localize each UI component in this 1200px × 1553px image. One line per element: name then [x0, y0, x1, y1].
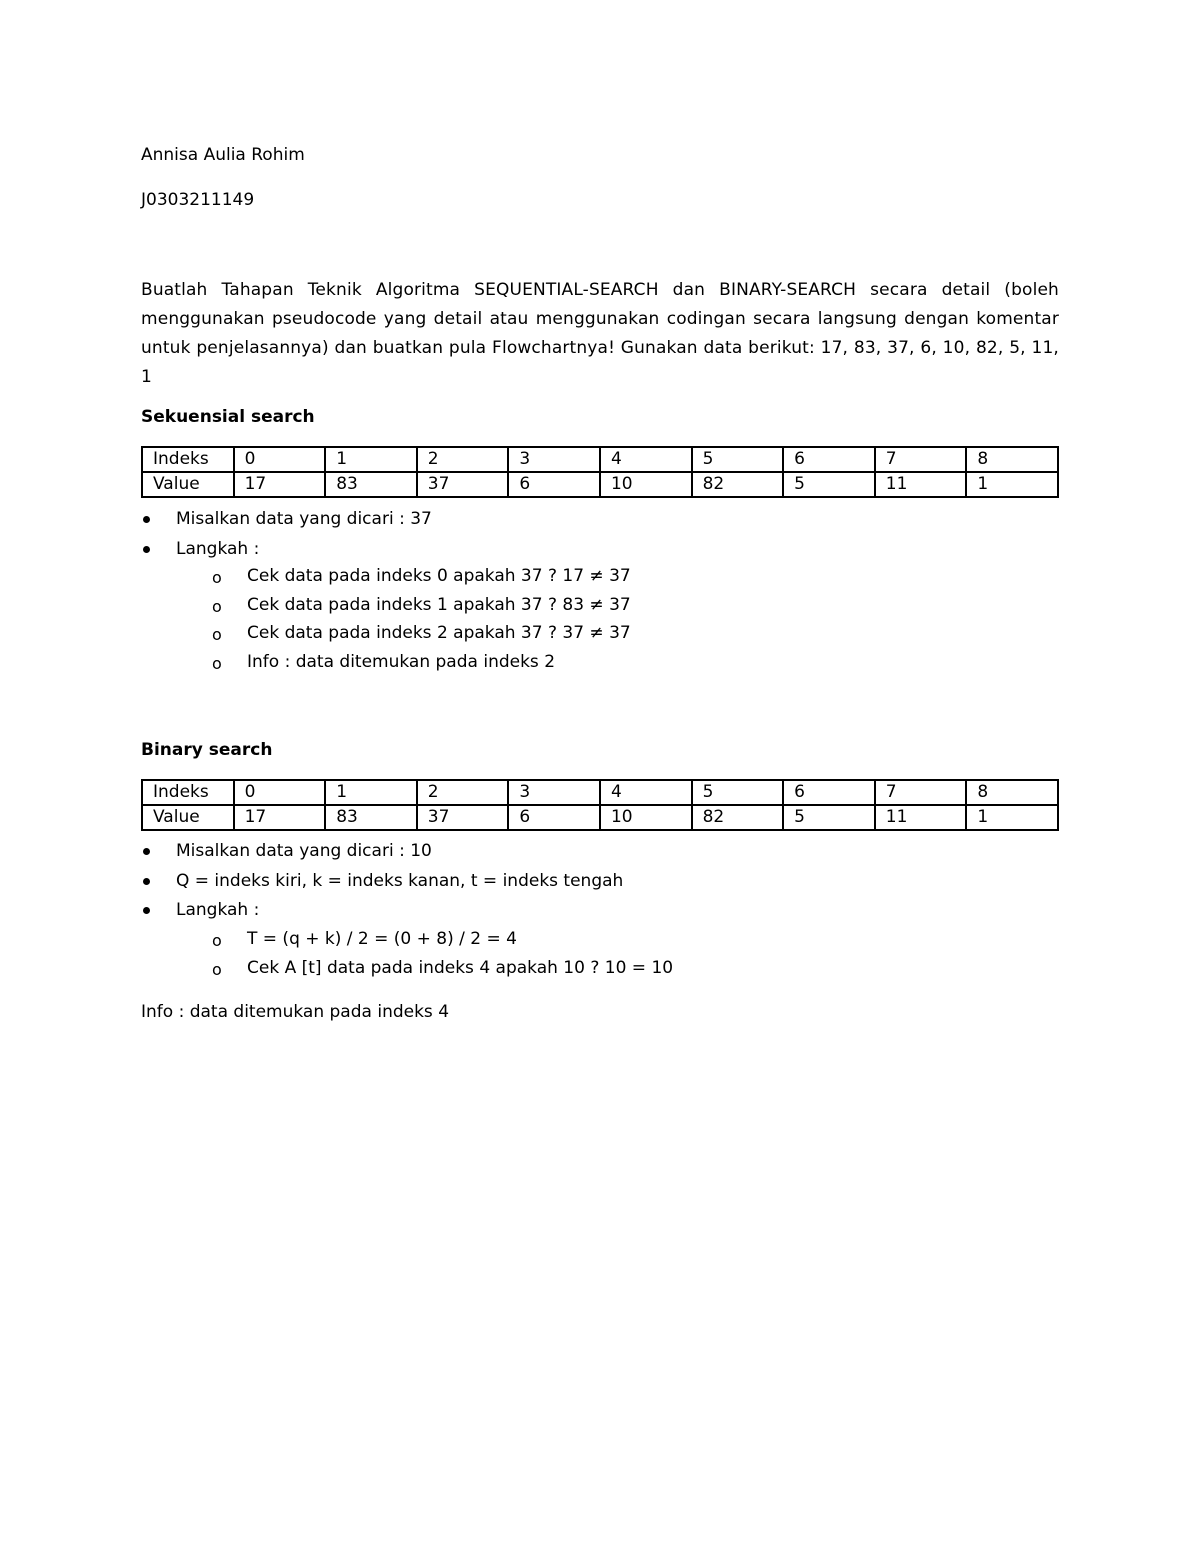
- value-cell: 1: [966, 805, 1058, 830]
- bullet-icon: [141, 514, 151, 524]
- row-label: Indeks: [142, 447, 234, 472]
- bullet-icon: [141, 544, 151, 554]
- index-cell: 3: [508, 780, 600, 805]
- student-id: J0303211149: [141, 190, 255, 210]
- value-cell: 83: [325, 805, 417, 830]
- binary-array-table: [141, 779, 1059, 831]
- value-cell: 10: [600, 472, 692, 497]
- sub-bullet-icon: o: [212, 960, 222, 979]
- index-cell: 4: [600, 447, 692, 472]
- value-cell: 6: [508, 472, 600, 497]
- author-name: Annisa Aulia Rohim: [141, 145, 305, 165]
- index-cell: 2: [417, 780, 509, 805]
- index-cell: 0: [234, 780, 326, 805]
- value-cell: 5: [783, 805, 875, 830]
- sub-bullet-icon: o: [212, 568, 222, 587]
- sub-bullet-icon: o: [212, 597, 222, 616]
- list-item: Langkah :: [176, 539, 260, 559]
- step-item: T = (q + k) / 2 = (0 + 8) / 2 = 4: [247, 929, 517, 949]
- table-row-index: [142, 447, 1058, 472]
- value-cell: 37: [417, 805, 509, 830]
- row-label: Indeks: [142, 780, 234, 805]
- index-cell: 7: [875, 780, 967, 805]
- step-item: Cek data pada indeks 1 apakah 37 ? 83 ≠ 37: [247, 595, 631, 615]
- value-cell: 82: [692, 472, 784, 497]
- index-cell: 8: [966, 780, 1058, 805]
- value-cell: 11: [875, 472, 967, 497]
- bullet-icon: [141, 905, 151, 915]
- row-label: Value: [142, 472, 234, 497]
- index-cell: 2: [417, 447, 509, 472]
- value-cell: 11: [875, 805, 967, 830]
- bullet-icon: [141, 876, 151, 886]
- value-cell: 17: [234, 472, 326, 497]
- list-item: Langkah :: [176, 900, 260, 920]
- list-item: Q = indeks kiri, k = indeks kanan, t = indeks tengah: [176, 871, 624, 891]
- step-item: Info : data ditemukan pada indeks 2: [247, 652, 556, 672]
- index-cell: 7: [875, 447, 967, 472]
- step-item: Cek data pada indeks 0 apakah 37 ? 17 ≠ 37: [247, 566, 631, 586]
- value-cell: 1: [966, 472, 1058, 497]
- index-cell: 6: [783, 447, 875, 472]
- table-row-index: [142, 780, 1058, 805]
- index-cell: 8: [966, 447, 1058, 472]
- binary-info: Info : data ditemukan pada indeks 4: [141, 1002, 450, 1022]
- step-item: Cek A [t] data pada indeks 4 apakah 10 ? 10 = 10: [247, 958, 674, 978]
- value-cell: 83: [325, 472, 417, 497]
- index-cell: 4: [600, 780, 692, 805]
- sub-bullet-icon: o: [212, 654, 222, 673]
- sub-bullet-icon: o: [212, 625, 222, 644]
- bullet-icon: [141, 846, 151, 856]
- index-cell: 6: [783, 780, 875, 805]
- index-cell: 1: [325, 447, 417, 472]
- value-cell: 10: [600, 805, 692, 830]
- index-cell: 0: [234, 447, 326, 472]
- value-cell: 37: [417, 472, 509, 497]
- sequential-array-table: [141, 446, 1059, 498]
- sequential-heading: Sekuensial search: [141, 407, 315, 427]
- value-cell: 82: [692, 805, 784, 830]
- index-cell: 3: [508, 447, 600, 472]
- list-item: Misalkan data yang dicari : 10: [176, 841, 432, 861]
- sub-bullet-icon: o: [212, 931, 222, 950]
- binary-heading: Binary search: [141, 740, 273, 760]
- value-cell: 5: [783, 472, 875, 497]
- table-row-value: [142, 472, 1058, 497]
- value-cell: 17: [234, 805, 326, 830]
- table-row-value: [142, 805, 1058, 830]
- value-cell: 6: [508, 805, 600, 830]
- row-label: Value: [142, 805, 234, 830]
- step-item: Cek data pada indeks 2 apakah 37 ? 37 ≠ 37: [247, 623, 631, 643]
- index-cell: 1: [325, 780, 417, 805]
- index-cell: 5: [692, 780, 784, 805]
- assignment-text: Buatlah Tahapan Teknik Algoritma SEQUENTIAL-SEARCH dan BINARY-SEARCH secara detail (boleh menggunakan pseudocode yang detail atau menggunakan codingan secara langsung dengan komentar untuk penjelasannya) dan buatkan pula Flowchartnya! Gunakan data berikut: 17, 83, 37, 6, 10, 82, 5, 11, 1: [141, 280, 1059, 387]
- list-item: Misalkan data yang dicari : 37: [176, 509, 432, 529]
- index-cell: 5: [692, 447, 784, 472]
